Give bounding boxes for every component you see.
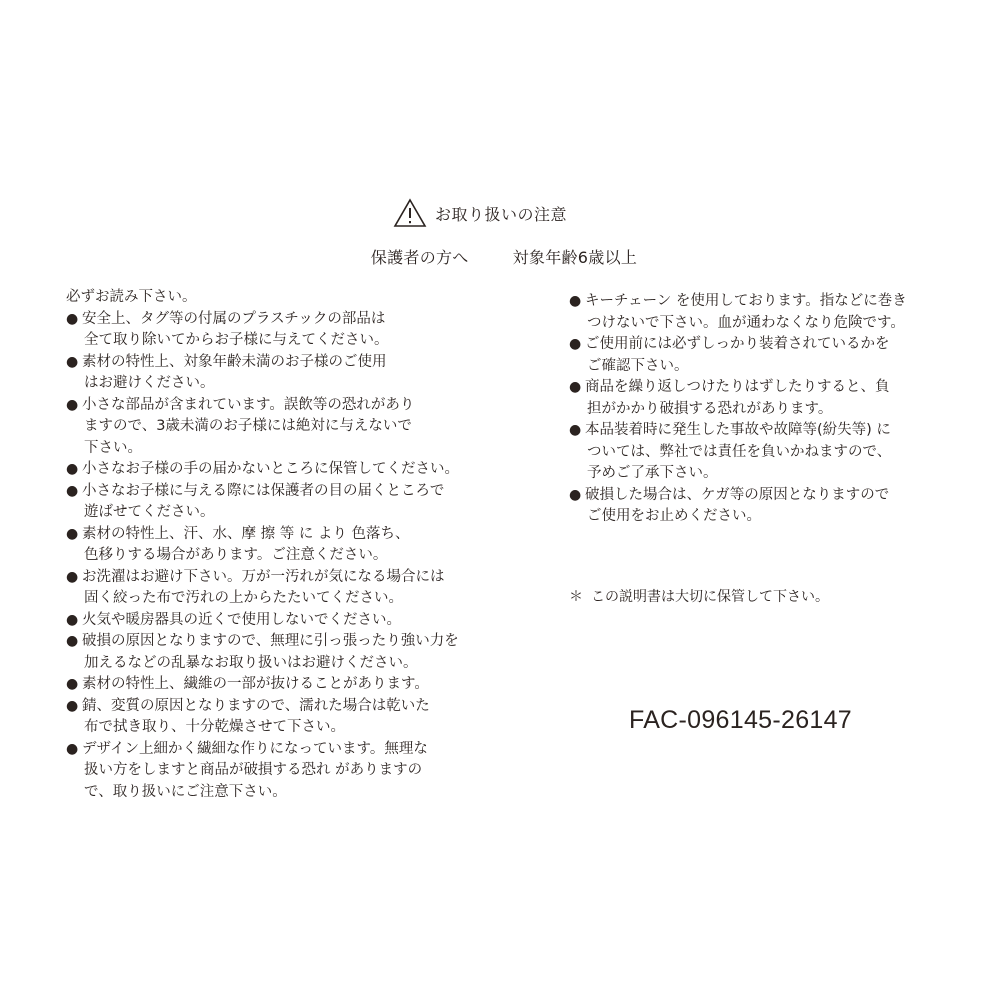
- bullet-icon: ●: [66, 310, 79, 327]
- bullet-icon: ●: [66, 633, 79, 649]
- product-code: FAC-096145-26147: [629, 706, 853, 734]
- storage-note: [569, 586, 829, 606]
- caution-line: ご使用前には必ずしっかり装着されているかを: [585, 336, 890, 352]
- caution-item: [66, 739, 486, 804]
- bullet-icon: ●: [66, 568, 79, 585]
- caution-line: 色移りする場合があります。ご注意ください。: [84, 547, 388, 563]
- caution-line: 布で拭き取り、十分乾燥させて下さい。: [84, 719, 345, 735]
- caution-item: [66, 567, 486, 610]
- note-text: この説明書は大切に保管して下さい。: [591, 589, 829, 605]
- caution-line: ますので、3歳未満のお子様には絶対に与えないで: [84, 418, 412, 434]
- left-column: [66, 287, 486, 803]
- caution-line: 本品装着時に発生した事故や故障等(紛失等) に: [585, 422, 891, 438]
- intro-text: 必ずお読み下さい。: [66, 289, 197, 305]
- caution-item: [569, 420, 949, 485]
- caution-line: 全て取り除いてからお子様に与えてください。: [84, 332, 389, 348]
- guardian-label: 保護者の方へ: [370, 248, 469, 267]
- bullet-icon: ●: [66, 396, 79, 413]
- caution-line: ご確認下さい。: [587, 357, 689, 374]
- caution-line: 破損した場合は、ケガ等の原因となりますので: [585, 486, 890, 503]
- caution-line: で、取り扱いにご注意下さい。: [84, 783, 287, 800]
- bullet-icon: ●: [66, 461, 79, 477]
- caution-line: はお避けください。: [84, 375, 215, 391]
- caution-line: ご使用をお止めください。: [587, 508, 761, 524]
- caution-item: [569, 377, 949, 420]
- bullet-icon: ●: [66, 482, 79, 499]
- caution-line: 加えるなどの乱暴なお取り扱いはお避けください。: [84, 654, 418, 671]
- caution-line: 遊ばせてください。: [84, 504, 215, 520]
- bullet-icon: ●: [66, 740, 79, 757]
- caution-line: 素材の特性上、汗、水、摩 擦 等 に より 色落ち、: [82, 525, 410, 542]
- warning-triangle-icon: [393, 198, 427, 228]
- caution-line: 素材の特性上、対象年齢未満のお子様のご使用: [82, 353, 387, 370]
- caution-line: 錆、変質の原因となりますので、濡れた場合は乾いた: [82, 697, 430, 714]
- caution-line: お洗濯はお避け下さい。万が一汚れが気になる場合には: [82, 568, 445, 585]
- bullet-icon: ●: [569, 486, 582, 503]
- caution-line: 素材の特性上、繊維の一部が抜けることがあります。: [82, 676, 429, 692]
- caution-item: [66, 352, 486, 395]
- caution-item: [66, 459, 486, 481]
- caution-item: [66, 696, 486, 739]
- title-row: [0, 198, 1000, 228]
- caution-line: 固く絞った布で汚れの上からたたいてください。: [84, 590, 403, 606]
- caution-line: 破損の原因となりますので、無理に引っ張ったり強い力を: [82, 633, 459, 649]
- bullet-icon: ●: [66, 611, 79, 628]
- caution-line: 扱い方をしますと商品が破損する恐れ がありますの: [84, 762, 423, 778]
- caution-item: [66, 524, 486, 567]
- bullet-icon: ●: [66, 697, 79, 714]
- audience-row: [0, 245, 1000, 268]
- caution-line: 小さな部品が含まれています。誤飲等の恐れがあり: [82, 396, 415, 413]
- bullet-icon: ●: [569, 293, 582, 309]
- caution-item: [66, 674, 486, 696]
- caution-item: [66, 395, 486, 460]
- caution-line: 商品を繰り返しつけたりはずしたりすると、負: [585, 379, 890, 395]
- age-label: 対象年齢6歳以上: [512, 248, 638, 267]
- bullet-icon: ●: [66, 525, 79, 542]
- caution-line: 小さなお子様に与える際には保護者の目の届くところで: [82, 482, 445, 499]
- caution-line: ついては、弊社では責任を負いかねますので、: [587, 443, 892, 460]
- caution-item: [569, 334, 949, 377]
- bullet-icon: ●: [569, 379, 582, 395]
- caution-item: [569, 291, 949, 334]
- bullet-icon: ●: [66, 353, 79, 370]
- caution-line: キーチェーン を使用しております。指などに巻き: [585, 293, 907, 309]
- left-item-list: [66, 309, 486, 804]
- bullet-icon: ●: [66, 676, 79, 692]
- page-title: お取り扱いの注意: [434, 204, 567, 224]
- right-item-list: [569, 291, 949, 528]
- caution-line: 安全上、タグ等の付属のプラスチックの部品は: [82, 310, 386, 327]
- caution-item: [66, 631, 486, 674]
- caution-line: 担がかかり破損する恐れがあります。: [587, 400, 833, 417]
- bullet-icon: ●: [569, 336, 582, 352]
- caution-line: 下さい。: [84, 439, 142, 456]
- caution-item: [66, 309, 486, 352]
- caution-item: [66, 481, 486, 524]
- note-mark: ＊: [569, 589, 583, 605]
- caution-line: つけないで下さい。血が通わなくなり危険です。: [587, 314, 905, 331]
- bullet-icon: ●: [569, 422, 582, 438]
- caution-item: [569, 485, 949, 528]
- caution-item: [66, 610, 486, 632]
- caution-line: 火気や暖房器具の近くで使用しないでください。: [82, 611, 401, 628]
- right-column: [569, 291, 949, 528]
- caution-line: 小さなお子様の手の届かないところに保管してください。: [82, 461, 459, 477]
- caution-line: デザイン上細かく繊細な作りになっています。無理な: [82, 740, 428, 757]
- caution-line: 予めご了承下さい。: [587, 465, 718, 481]
